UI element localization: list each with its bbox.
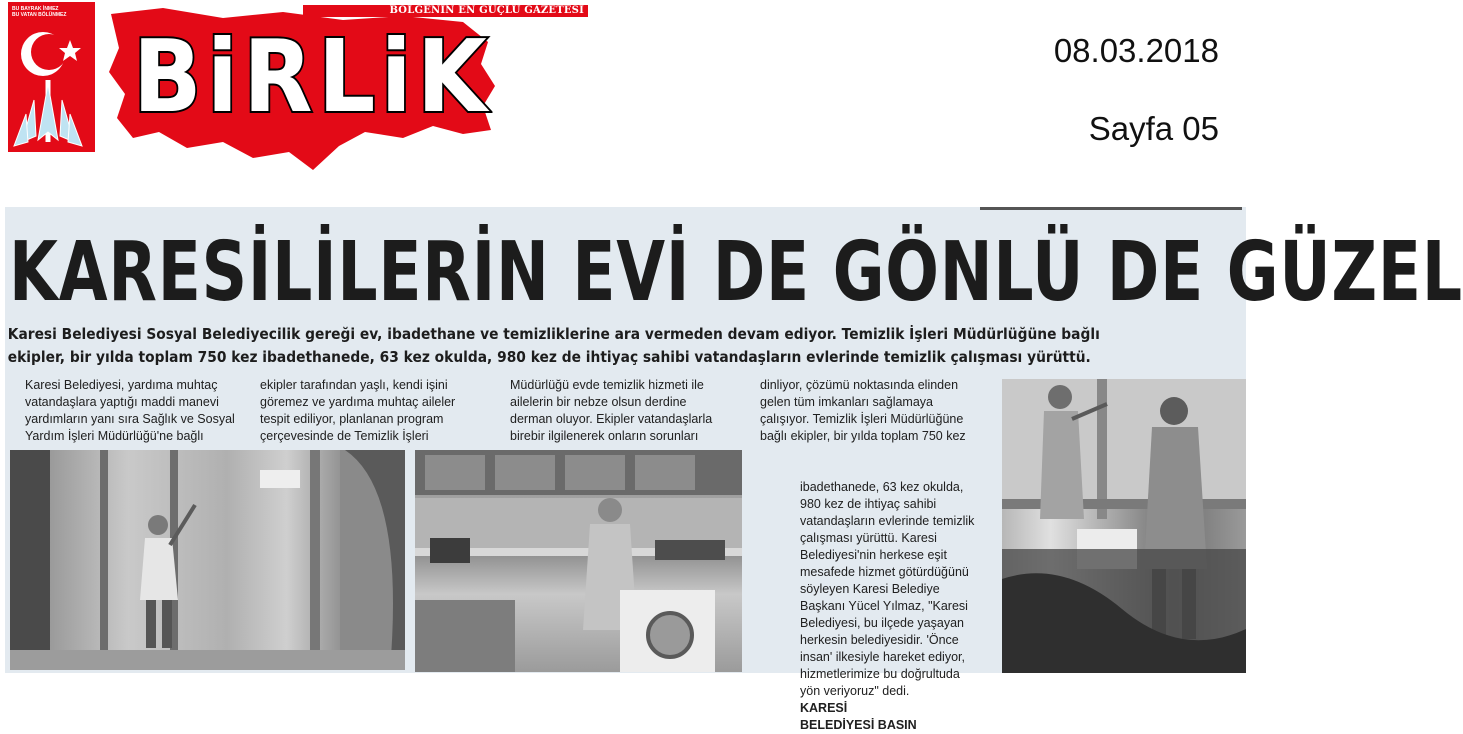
article-headline: KARESİLİLERİN EVİ DE GÖNLÜ DE GÜZEL: [9, 225, 1463, 320]
text-line: herkesin belediyesidir. 'Önce: [800, 633, 959, 647]
flag-slogan: [12, 6, 92, 18]
text-line: vatandaşlara yaptığı maddi manevi: [25, 395, 219, 409]
tagline: BÖLGENİN EN GÜÇLÜ GAZETESİ: [303, 5, 588, 17]
article-column-4: [760, 377, 1010, 445]
text-line: ibadethanede, 63 kez okulda,: [800, 480, 964, 494]
text-line: 980 kez de ihtiyaç sahibi: [800, 497, 937, 511]
text-line: ailelerin bir nebze olsun derdine: [510, 395, 687, 409]
article-column-1: [25, 377, 260, 445]
spot-line-1: Karesi Belediyesi Sosyal Belediyecilik gereği ev, ibadethane ve temizliklerine ara vermeden devam ediyor. Temizlik İşleri Müdürlüğüne bağlı: [7, 325, 1100, 343]
brand-logo: [103, 2, 584, 177]
text-line: göremez ve yardıma muhtaç aileler: [260, 395, 456, 409]
photo-glass-door-cleaning: [10, 450, 405, 670]
article-column-3: [510, 377, 745, 445]
byline: [800, 700, 1005, 717]
text-line: Belediyesi, bu ilçede yaşayan: [800, 616, 964, 630]
text-line: yardımların yanı sıra Sağlık ve Sosyal: [25, 412, 235, 426]
text-line: Müdürlüğü evde temizlik hizmeti ile: [510, 378, 704, 392]
flag-logo: [8, 2, 95, 152]
text-line: bağlı ekipler, bir yılda toplam 750 kez: [760, 429, 966, 443]
article-spot: [5, 323, 1246, 375]
slogan-line-2: BU VATAN BÖLÜNMEZ: [12, 12, 67, 18]
text-line: mesafede hizmet götürdüğünü: [800, 565, 969, 579]
slogan-line-1: BU BAYRAK İNMEZ: [12, 6, 59, 12]
text-line: derman oluyor. Ekipler vatandaşlarla: [510, 412, 713, 426]
photo-kitchen-cleaning: [415, 450, 742, 672]
cleaning-worker-image: [10, 450, 405, 670]
text-line: çerçevesinde de Temizlik İşleri: [260, 429, 429, 443]
text-line: gelen tüm imkanları sağlamaya: [760, 395, 933, 409]
kitchen-worker-image: [415, 450, 742, 672]
text-line: söyleyen Karesi Belediye: [800, 582, 940, 596]
text-line: tespit ediliyor, planlanan program: [260, 412, 444, 426]
text-line: çalışıyor. Temizlik İşleri Müdürlüğüne: [760, 412, 964, 426]
text-line: birebir ilgilenerek onların sorunları: [510, 429, 699, 443]
crescent-star-flag-icon: [8, 2, 95, 152]
article-column-2: [260, 377, 490, 445]
text-line: çalışması yürüttü. Karesi: [800, 531, 937, 545]
text-line: hizmetlerimize bu doğrultuda: [800, 667, 960, 681]
article-column-5: [800, 479, 1005, 734]
text-line: insan' ilkesiyle hareket ediyor,: [800, 650, 965, 664]
page-number: Sayfa 05: [1088, 110, 1219, 147]
divider: [980, 207, 1242, 210]
byline-part-1: KARESİ: [800, 701, 848, 715]
text-line: Yardım İşleri Müdürlüğü'ne bağlı: [25, 429, 204, 443]
photo-home-cleaning: [1002, 379, 1246, 673]
spot-line-2: ekipler, bir yılda toplam 750 kez ibadethanede, 63 kez okulda, 980 kez de ihtiyaç sahibi vatandaşların evlerinde temizlik çalışması yürüttü.: [7, 348, 1091, 366]
text-line: ekipler tarafından yaşlı, kendi işini: [260, 378, 448, 392]
home-workers-image: [1002, 379, 1246, 673]
text-line: vatandaşların evlerinde temizlik: [800, 514, 975, 528]
text-line: yön veriyoruz" dedi.: [800, 684, 910, 698]
text-line: Karesi Belediyesi, yardıma muhtaç: [25, 378, 218, 392]
newspaper-clipping: [5, 207, 1463, 732]
byline: BELEDİYESİ BASIN: [800, 718, 917, 732]
brand-name: BiRLiK: [133, 18, 493, 135]
text-line: Başkanı Yücel Yılmaz, "Karesi: [800, 599, 968, 613]
text-line: Belediyesi'nin herkese eşit: [800, 548, 947, 562]
text-line: dinliyor, çözümü noktasında elinden: [760, 378, 959, 392]
publication-date: 08.03.2018: [1053, 32, 1219, 69]
